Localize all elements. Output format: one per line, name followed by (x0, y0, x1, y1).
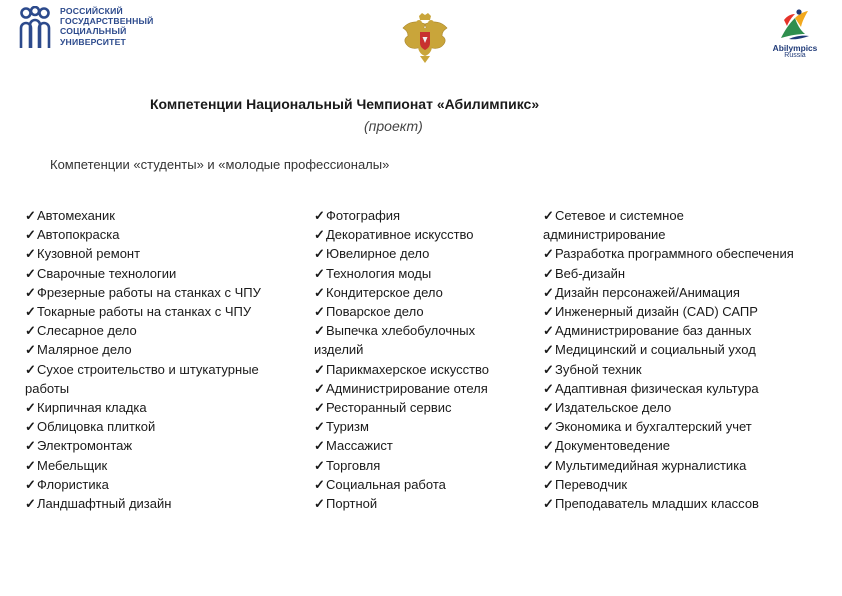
check-mark-icon: ✓ (25, 438, 36, 454)
check-mark-icon: ✓ (543, 284, 554, 300)
competence-item (543, 475, 794, 494)
competence-label: Электромонтаж (37, 438, 133, 454)
competence-label: Декоративное искусство (326, 227, 474, 243)
competence-label-continuation: администрирование (543, 227, 666, 243)
competence-item (25, 475, 261, 494)
abilympics-logo (758, 8, 832, 59)
check-mark-icon: ✓ (314, 227, 325, 243)
competence-item (314, 244, 489, 263)
competence-item (314, 456, 489, 475)
competence-item (314, 417, 489, 436)
competence-label: Сварочные технологии (37, 265, 177, 281)
competence-item (25, 206, 261, 225)
competence-item (25, 321, 261, 340)
check-mark-icon: ✓ (543, 380, 554, 396)
competence-item (543, 436, 794, 455)
check-mark-icon: ✓ (543, 400, 554, 416)
competence-item (543, 302, 794, 321)
check-mark-icon: ✓ (314, 380, 325, 396)
check-mark-icon: ✓ (543, 342, 554, 358)
competence-item (543, 264, 794, 283)
competence-item (25, 283, 261, 302)
competence-item (314, 494, 489, 513)
check-mark-icon: ✓ (543, 496, 554, 512)
competence-item (25, 436, 261, 455)
competence-label: Администрирование баз данных (555, 323, 752, 339)
check-mark-icon: ✓ (543, 208, 554, 223)
competence-item (314, 264, 489, 283)
competence-label: Документоведение (555, 438, 670, 454)
competence-label: Парикмахерское искусство (326, 361, 490, 377)
check-mark-icon: ✓ (543, 361, 554, 377)
competence-label: Фотография (326, 208, 401, 223)
competence-item (25, 360, 261, 398)
check-mark-icon: ✓ (25, 265, 36, 281)
check-mark-icon: ✓ (543, 476, 554, 492)
competence-label: Облицовка плиткой (37, 419, 156, 435)
competence-label: Слесарное дело (37, 323, 137, 339)
check-mark-icon: ✓ (25, 476, 36, 492)
competence-item (314, 302, 489, 321)
competence-label: Адаптивная физическая культура (555, 380, 759, 396)
competence-item (314, 321, 489, 359)
check-mark-icon: ✓ (543, 304, 554, 320)
competence-label: Туризм (326, 419, 369, 435)
competence-item (314, 360, 489, 379)
competence-label: Веб-дизайн (555, 265, 626, 281)
check-mark-icon: ✓ (25, 208, 36, 223)
competence-label: Разработка программного обеспечения (555, 246, 794, 262)
competence-item (543, 360, 794, 379)
competence-label: Поварское дело (326, 304, 424, 320)
competence-item (543, 340, 794, 359)
page-title: Компетенции Национальный Чемпионат «Абилимпикс» (150, 96, 540, 112)
competence-list-column-3 (543, 206, 794, 513)
competence-label: Переводчик (555, 476, 628, 492)
competence-item (314, 283, 489, 302)
abilympics-name: Abilympics (772, 43, 818, 53)
competence-label: Кирпичная кладка (37, 400, 147, 416)
competence-label: Сетевое и системное (555, 208, 684, 223)
abilympics-country: Russia (784, 52, 806, 59)
competence-label-continuation: работы (25, 380, 70, 396)
competence-label: Медицинский и социальный уход (555, 342, 756, 358)
page-subtitle: (проект) (364, 118, 423, 134)
competence-item (25, 225, 261, 244)
competence-label: Малярное дело (37, 342, 132, 358)
check-mark-icon: ✓ (25, 419, 36, 435)
competence-label: Инженерный дизайн (CAD) САПР (555, 304, 758, 320)
competence-item (543, 206, 794, 244)
abilympics-icon (775, 8, 815, 42)
check-mark-icon: ✓ (25, 496, 36, 512)
competence-label: Экономика и бухгалтерский учет (555, 419, 752, 435)
check-mark-icon: ✓ (314, 265, 325, 281)
section-heading: Компетенции «студенты» и «молодые профессионалы» (50, 157, 390, 172)
check-mark-icon: ✓ (543, 323, 554, 339)
check-mark-icon: ✓ (543, 246, 554, 262)
competence-item (25, 456, 261, 475)
competence-item (25, 264, 261, 283)
university-logo (18, 6, 153, 50)
competence-label: Массажист (326, 438, 393, 454)
competence-label: Выпечка хлебобулочных (326, 323, 476, 339)
competence-item (314, 206, 489, 225)
competence-label: Портной (326, 496, 378, 512)
check-mark-icon: ✓ (25, 457, 36, 473)
competence-item (25, 302, 261, 321)
check-mark-icon: ✓ (25, 400, 36, 416)
rgsu-figures-icon (18, 6, 52, 50)
check-mark-icon: ✓ (25, 227, 36, 243)
competence-item (314, 398, 489, 417)
check-mark-icon: ✓ (25, 342, 36, 358)
university-name-line: РОССИЙСКИЙ (60, 6, 123, 16)
university-name-line: УНИВЕРСИТЕТ (60, 36, 126, 47)
check-mark-icon: ✓ (543, 457, 554, 473)
competence-label: Издательское дело (555, 400, 672, 416)
competence-label: Дизайн персонажей/Анимация (555, 284, 740, 300)
competence-label: Фрезерные работы на станках с ЧПУ (37, 284, 261, 300)
competence-item (543, 494, 794, 513)
competence-item (25, 417, 261, 436)
competence-label: Автомеханик (37, 208, 115, 223)
competence-list-column-2 (314, 206, 489, 513)
competence-item (543, 379, 794, 398)
check-mark-icon: ✓ (25, 246, 36, 262)
competence-item (25, 494, 261, 513)
competence-label: Мультимедийная журналистика (555, 457, 747, 473)
university-name-line: ГОСУДАРСТВЕННЫЙ (60, 16, 154, 27)
check-mark-icon: ✓ (25, 284, 36, 300)
competence-label: Ресторанный сервис (326, 400, 452, 416)
competence-label: Флористика (37, 476, 109, 492)
check-mark-icon: ✓ (314, 208, 325, 223)
competence-item (543, 417, 794, 436)
competence-item (314, 225, 489, 244)
competence-item (314, 379, 489, 398)
check-mark-icon: ✓ (314, 246, 325, 262)
competence-item (25, 398, 261, 417)
competence-item (25, 340, 261, 359)
check-mark-icon: ✓ (314, 457, 325, 473)
competence-item (543, 398, 794, 417)
competence-item (543, 456, 794, 475)
university-name (60, 6, 153, 47)
competence-label: Мебельщик (37, 457, 108, 473)
check-mark-icon: ✓ (314, 476, 325, 492)
check-mark-icon: ✓ (314, 419, 325, 435)
check-mark-icon: ✓ (314, 438, 325, 454)
competence-label: Зубной техник (555, 361, 642, 377)
check-mark-icon: ✓ (543, 265, 554, 281)
check-mark-icon: ✓ (543, 438, 554, 454)
competence-label: Сухое строительство и штукатурные (37, 361, 259, 377)
russian-coat-of-arms-icon (400, 12, 450, 64)
competence-label: Торговля (326, 457, 381, 473)
check-mark-icon: ✓ (314, 400, 325, 416)
competence-item (314, 436, 489, 455)
competence-item (25, 244, 261, 263)
competence-list-column-1 (25, 206, 261, 513)
check-mark-icon: ✓ (314, 496, 325, 512)
check-mark-icon: ✓ (314, 304, 325, 320)
competence-label: Кондитерское дело (326, 284, 443, 300)
competence-label-continuation: изделий (314, 342, 364, 358)
check-mark-icon: ✓ (314, 323, 325, 339)
competence-label: Кузовной ремонт (37, 246, 141, 262)
check-mark-icon: ✓ (543, 419, 554, 435)
competence-item (314, 475, 489, 494)
competence-label: Ландшафтный дизайн (37, 496, 172, 512)
competence-label: Технология моды (326, 265, 432, 281)
competence-item (543, 321, 794, 340)
check-mark-icon: ✓ (314, 284, 325, 300)
check-mark-icon: ✓ (25, 361, 36, 377)
university-name-line: СОЦИАЛЬНЫЙ (60, 26, 127, 37)
competence-label: Ювелирное дело (326, 246, 430, 262)
competence-label: Токарные работы на станках с ЧПУ (37, 304, 252, 320)
competence-label: Автопокраска (37, 227, 120, 243)
competence-label: Администрирование отеля (326, 380, 488, 396)
competence-item (543, 244, 794, 263)
competence-label: Преподаватель младших классов (555, 496, 759, 512)
check-mark-icon: ✓ (25, 304, 36, 320)
check-mark-icon: ✓ (314, 361, 325, 377)
competence-label: Социальная работа (326, 476, 446, 492)
competence-item (543, 283, 794, 302)
check-mark-icon: ✓ (25, 323, 36, 339)
